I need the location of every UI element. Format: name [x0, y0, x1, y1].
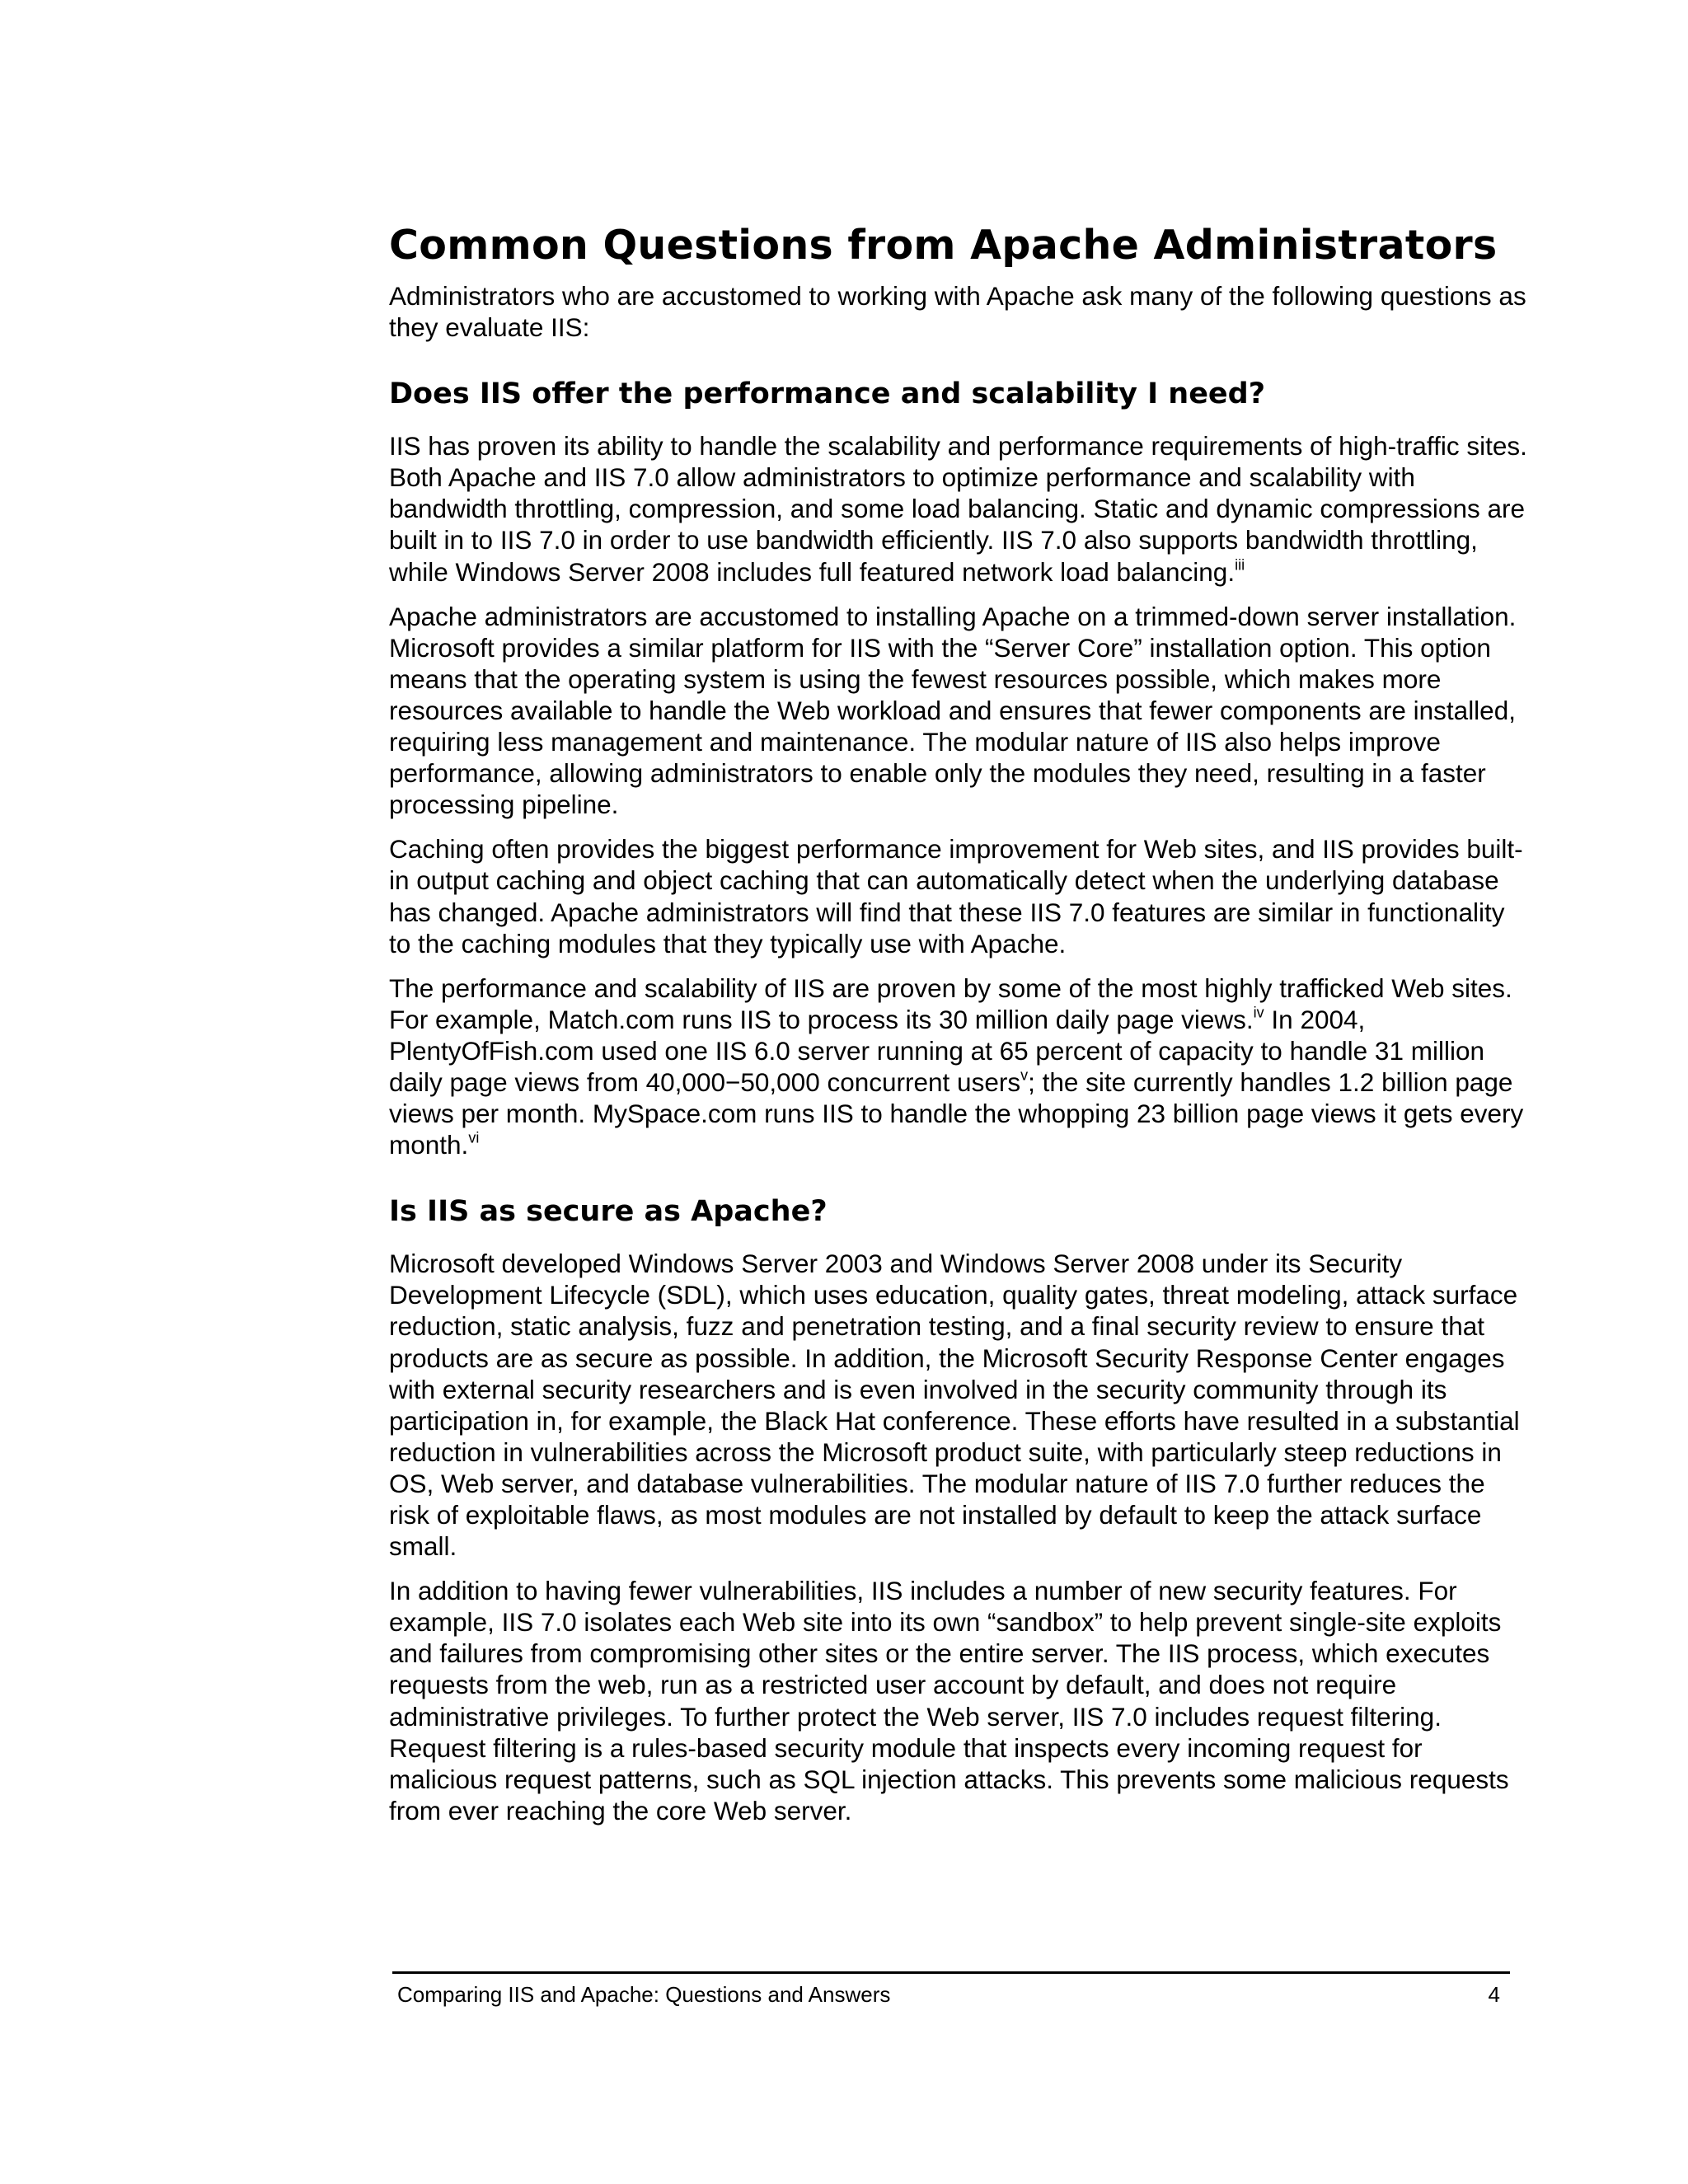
- document-body: [389, 221, 1531, 1840]
- security-paragraph-2: In addition to having fewer vulnerabilities, IIS includes a number of new security features. For example, IIS 7.0 isolates each Web site into its own “sandbox” to help prevent single-site exploits and failures from compromising other sites or the entire server. The IIS process, which executes requests from the web, run as a restricted user account by default, and does not require administrative privileges. To further protect the Web server, IIS 7.0 includes request filtering. Request filtering is a rules-based security module that inspects every incoming request for malicious request patterns, such as SQL injection attacks. This prevents some malicious requests from ever reaching the core Web server.: [389, 1576, 1509, 1825]
- intro-paragraph: Administrators who are accustomed to working with Apache ask many of the following questions as they evaluate IIS:: [389, 281, 1526, 343]
- page-footer: [389, 1971, 1510, 2008]
- section-heading-security: Is IIS as secure as Apache?: [389, 1195, 828, 1229]
- endnote-marker: v: [1020, 1066, 1029, 1084]
- paragraph-text: ; the site currently handles 1.2 billion page views per month. MySpace.com runs IIS to handle the whopping 23 billion page views it gets every month.: [389, 1066, 1524, 1160]
- performance-paragraph-3: Caching often provides the biggest performance improvement for Web sites, and IIS provides built-in output caching and object caching that can automatically detect when the underlying database has changed. Apache administrators will find that these IIS 7.0 features are similar in functionality to the caching modules that they typically use with Apache.: [389, 834, 1523, 958]
- performance-paragraph-1: [389, 430, 1531, 587]
- endnote-marker: iii: [1235, 556, 1245, 574]
- footer-title: Comparing IIS and Apache: Questions and Answers: [397, 1982, 891, 2007]
- page-number: 4: [1488, 1982, 1500, 2007]
- performance-paragraph-2: Apache administrators are accustomed to installing Apache on a trimmed-down server installation. Microsoft provides a similar platform for IIS with the “Server Core” installation option. This option means that the operating system is using the fewest resources possible, which makes more resources available to handle the Web workload and ensures that fewer components are installed, requiring less management and maintenance. The modular nature of IIS also helps improve performance, allowing administrators to enable only the modules they need, resulting in a faster processing pipeline.: [389, 601, 1517, 820]
- footer-divider: [392, 1971, 1510, 1974]
- endnote-marker: iv: [1253, 1004, 1264, 1021]
- performance-paragraph-4: [389, 972, 1531, 1161]
- endnote-marker: vi: [468, 1129, 480, 1146]
- section-heading-performance: Does IIS offer the performance and scalability I need?: [389, 377, 1266, 411]
- page-title: Common Questions from Apache Administrators: [389, 222, 1498, 269]
- paragraph-text: In 2004, PlentyOfFish.com used one IIS 6.0 server running at 65 percent of capacity to handle 31 million daily page views from 40,000−50,000 concurrent users: [389, 1004, 1484, 1097]
- security-paragraph-1: Microsoft developed Windows Server 2003 and Windows Server 2008 under its Security Development Lifecycle (SDL), which uses education, quality gates, threat modeling, attack surface reduction, static analysis, fuzz and penetration testing, and a final security review to ensure that products are as secure as possible. In addition, the Microsoft Security Response Center engages with external security researchers and is even involved in the security community through its participation in, for example, the Black Hat conference. These efforts have resulted in a substantial reduction in vulnerabilities across the Microsoft product suite, with particularly steep reductions in OS, Web server, and database vulnerabilities. The modular nature of IIS 7.0 further reduces the risk of exploitable flaws, as most modules are not installed by default to keep the attack surface small.: [389, 1249, 1520, 1562]
- footer-row: [389, 1980, 1510, 2008]
- paragraph-text: The performance and scalability of IIS are proven by some of the most highly trafficked Web sites. For example, Match.com runs IIS to process its 30 million daily page views.: [389, 972, 1512, 1034]
- paragraph-text: IIS has proven its ability to handle the scalability and performance requirements of high-traffic sites. Both Apache and IIS 7.0 allow administrators to optimize performance and scalability with bandwidth throttling, compression, and some load balancing. Static and dynamic compressions are built in to IIS 7.0 in order to use bandwidth efficiently. IIS 7.0 also supports bandwidth throttling, while Windows Server 2008 includes full featured network load balancing.: [389, 431, 1527, 587]
